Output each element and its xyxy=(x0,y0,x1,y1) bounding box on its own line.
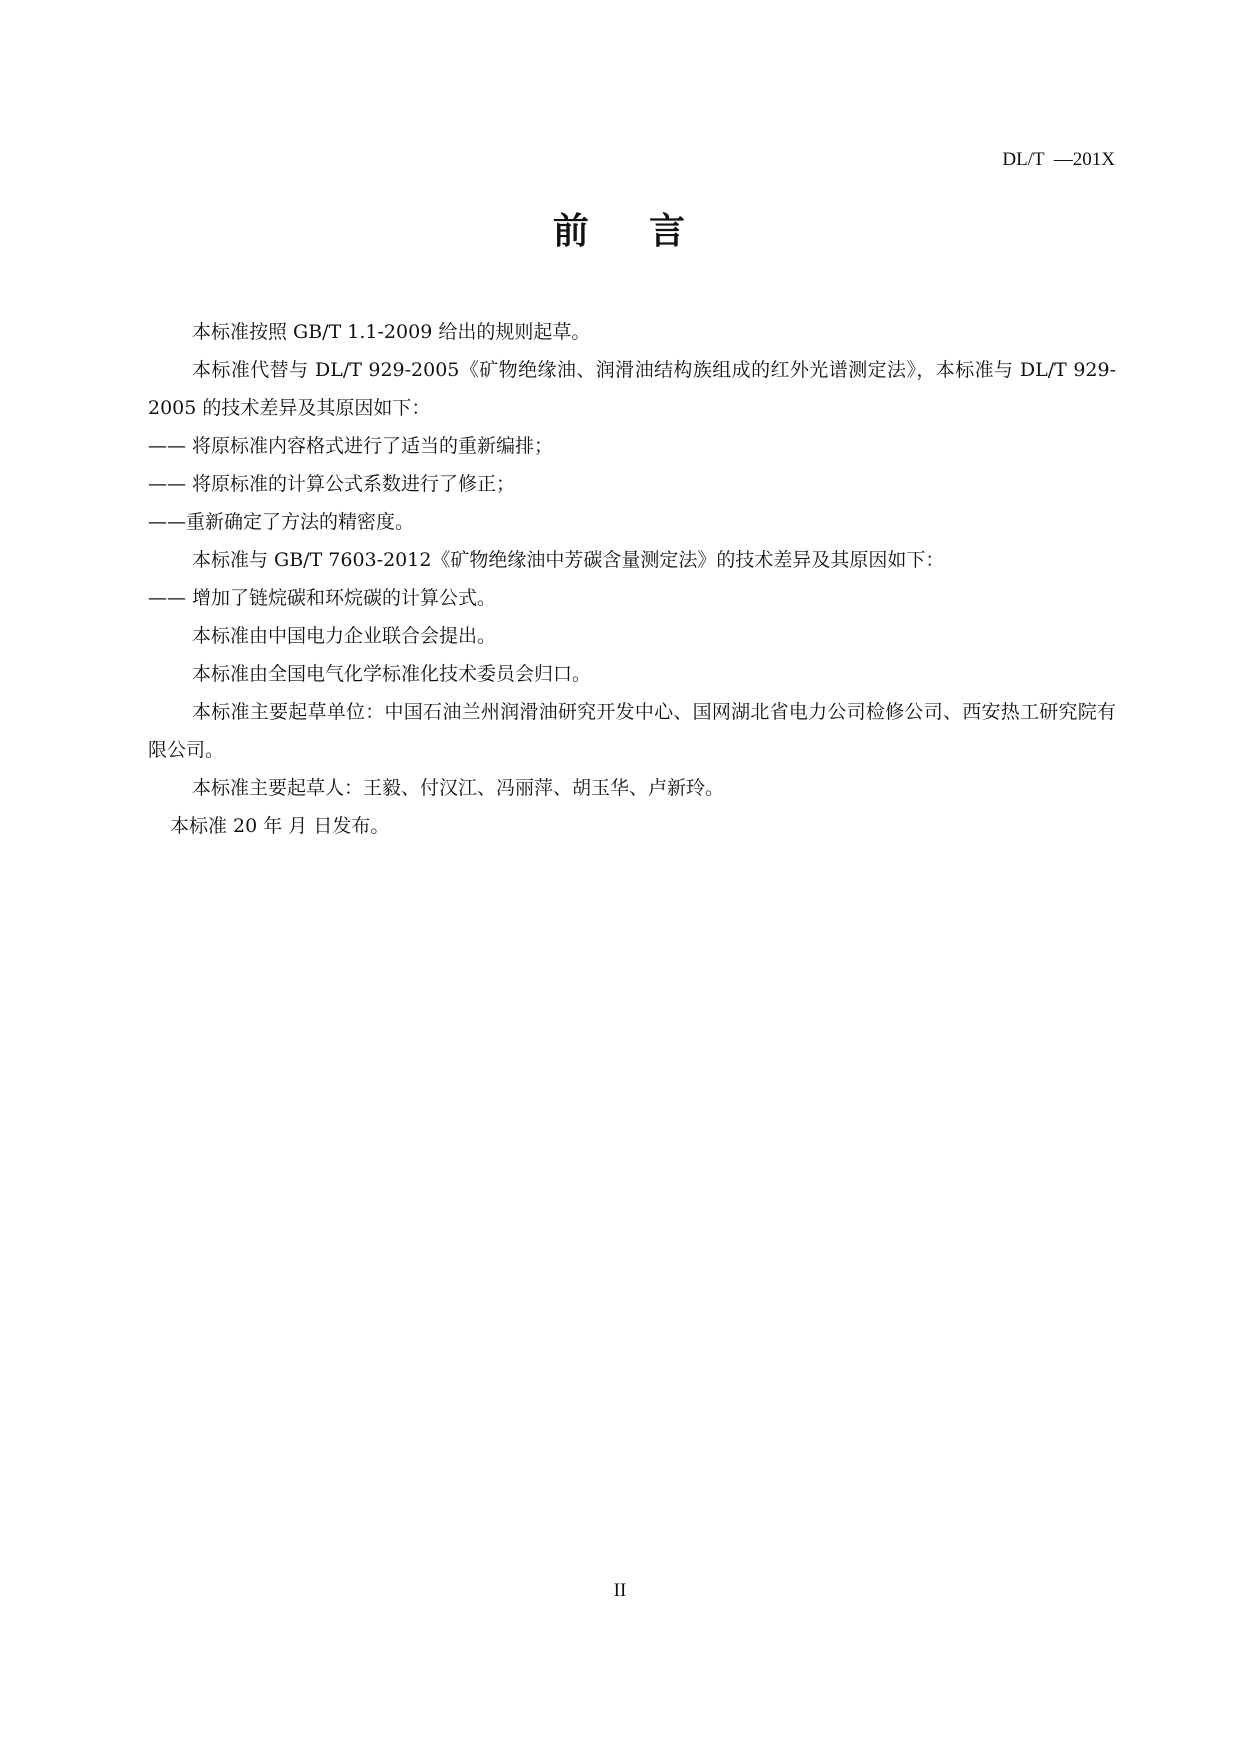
list-item-reformat: —— 将原标准内容格式进行了适当的重新编排； xyxy=(148,435,554,457)
list-item-new-formula: —— 增加了链烷碳和环烷碳的计算公式。 xyxy=(148,587,497,609)
paragraph-release-date: 本标准 20 年 月 日发布。 xyxy=(170,815,390,837)
paragraph-drafting-organizations: 本标准主要起草单位：中国石油兰州润滑油研究开发中心、国网湖北省电力公司检修公司、西安热工研究院有限公司。 xyxy=(148,701,1116,761)
paragraph-drafting-rules: 本标准按照 GB/T 1.1-2009 给出的规则起草。 xyxy=(192,321,591,343)
paragraph-replacement: 本标准代替与 DL/T 929-2005《矿物绝缘油、润滑油结构族组成的红外光谱测定法》，本标准与 DL/T 929-2005 的技术差异及其原因如下： xyxy=(148,359,1116,419)
paragraph-administered-by: 本标准由全国电气化学标准化技术委员会归口。 xyxy=(192,663,592,685)
foreword-body xyxy=(148,313,1116,845)
page-title: 前 言 xyxy=(552,211,688,252)
paragraph-proposed-by: 本标准由中国电力企业联合会提出。 xyxy=(192,625,497,647)
list-item-formula-correction: —— 将原标准的计算公式系数进行了修正； xyxy=(148,473,516,495)
paragraph-gbt-differences: 本标准与 GB/T 7603-2012《矿物绝缘油中芳碳含量测定法》的技术差异及其原因如下： xyxy=(192,549,945,571)
paragraph-drafters: 本标准主要起草人：王毅、付汉江、冯丽萍、胡玉华、卢新玲。 xyxy=(192,777,725,799)
document-code: DL/T —201X xyxy=(1002,149,1115,170)
list-item-precision: ——重新确定了方法的精密度。 xyxy=(148,511,415,533)
page-number: II xyxy=(613,1580,627,1601)
